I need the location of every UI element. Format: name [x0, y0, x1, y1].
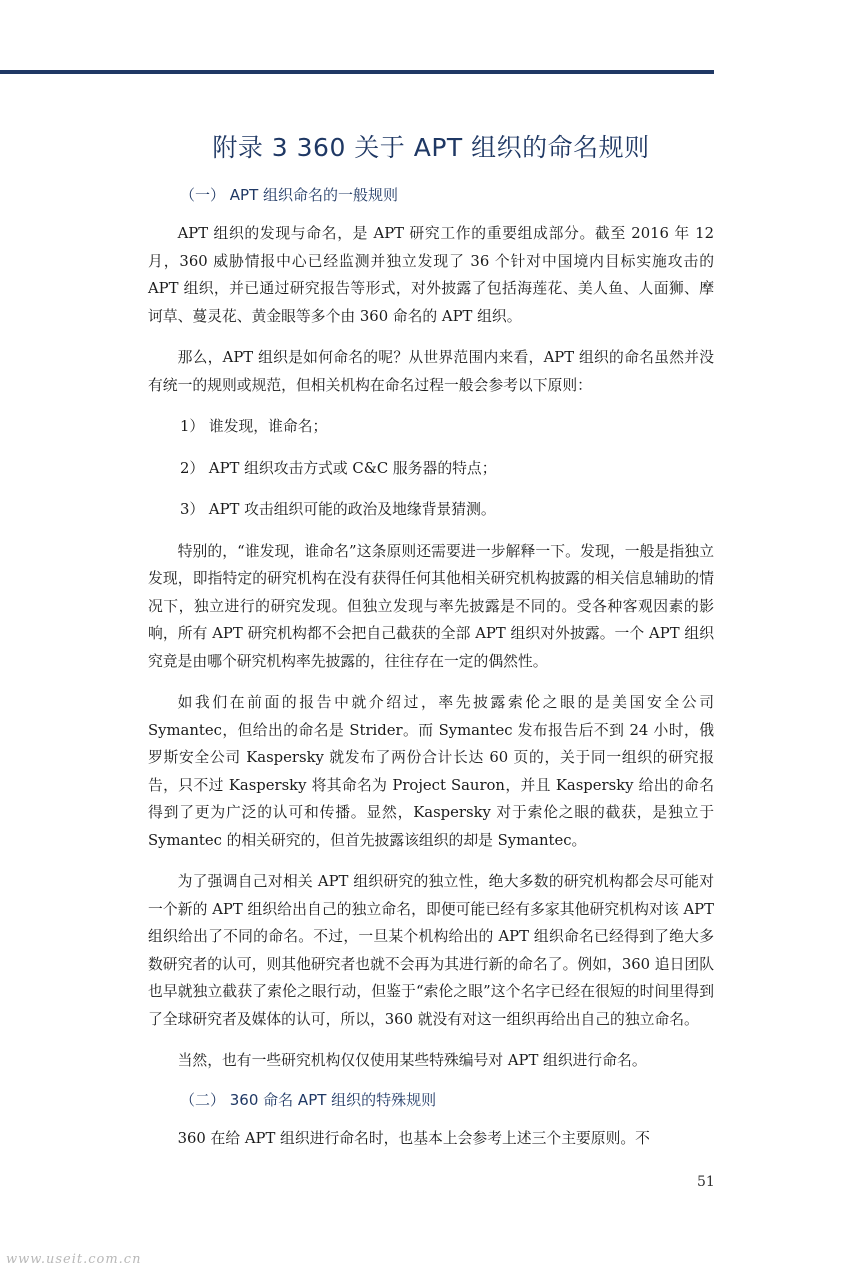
paragraph: 特别的，“谁发现，谁命名”这条原则还需要进一步解释一下。发现，一般是指独立发现，即指特定的研究机构在没有获得任何其他相关研究机构披露的相关信息辅助的情况下，独立进行的研究发现。但独立发现与率先披露是不同的。受各种客观因素的影响，所有 APT 研究机构都不会把自己截获的全部 APT 组织对外披露。一个 APT 组织究竟是由哪个研究机构率先披露的，往往存在一定的偶然性。: [148, 542, 714, 670]
paragraph: 360 在给 APT 组织进行命名时，也基本上会参考上述三个主要原则。不: [177, 1129, 650, 1147]
watermark: www.useit.com.cn: [6, 1252, 142, 1267]
paragraph: 那么，APT 组织是如何命名的呢？从世界范围内来看，APT 组织的命名虽然并没有统一的规则或规范，但相关机构在命名过程一般会参考以下原则：: [148, 349, 714, 394]
section-heading: （一） APT 组织命名的一般规则: [180, 186, 399, 204]
header-rule: [0, 70, 714, 74]
page-title: 附录 3 360 关于 APT 组织的命名规则: [212, 133, 650, 162]
list-item: 2） APT 组织攻击方式或 C&C 服务器的特点；: [180, 459, 497, 477]
list-item: 1） 谁发现，谁命名；: [180, 418, 328, 435]
section-heading: （二） 360 命名 APT 组织的特殊规则: [180, 1090, 437, 1109]
page-number: 51: [697, 1174, 715, 1190]
section-general-rules: [148, 180, 714, 1152]
paragraph: 当然，也有一些研究机构仅仅使用某些特殊编号对 APT 组织进行命名。: [177, 1052, 647, 1069]
list-item: 3） APT 攻击组织可能的政治及地缘背景猜测。: [180, 501, 496, 518]
paragraph: APT 组织的发现与命名，是 APT 研究工作的重要组成部分。截至 2016 年 12 月，360 威胁情报中心已经监测并独立发现了 36 个针对中国境内目标实施攻击的 APT 组织，并已通过研究报告等形式，对外披露了包括海莲花、美人鱼、人面狮、摩诃草、蔓灵花、黄金眼等多个由 360 命名的 APT 组织。: [148, 225, 714, 325]
paragraph: 如我们在前面的报告中就介绍过，率先披露索伦之眼的是美国安全公司 Symantec，但给出的命名是 Strider。而 Symantec 发布报告后不到 24 小时，俄罗斯安全公司 Kaspersky 就发布了两份合计长达 60 页的，关于同一组织的研究报告，只不过 Kaspersky 将其命名为 Project Sauron，并且 Kaspersky 给出的命名得到了更为广泛的认可和传播。显然，Kaspersky 对于索伦之眼的截获，是独立于 Symantec 的相关研究的，但首先披露该组织的却是 Symantec。: [148, 694, 714, 849]
paragraph: 为了强调自己对相关 APT 组织研究的独立性，绝大多数的研究机构都会尽可能对一个新的 APT 组织给出自己的独立命名，即便可能已经有多家其他研究机构对该 APT 组织给出了不同的命名。不过，一旦某个机构给出的 APT 组织命名已经得到了绝大多数研究者的认可，则其他研究者也就不会再为其进行新的命名了。例如，360 追日团队也早就独立截获了索伦之眼行动，但鉴于“索伦之眼”这个名字已经在很短的时间里得到了全球研究者及媒体的认可，所以，360 就没有对这一组织再给出自己的独立命名。: [148, 873, 714, 1028]
